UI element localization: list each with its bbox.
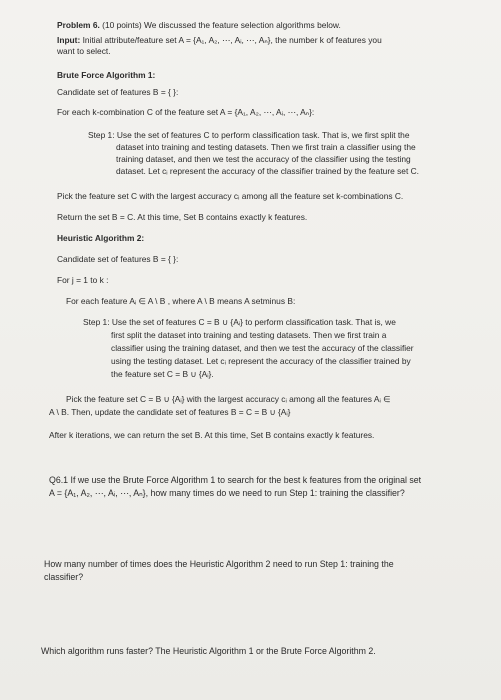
brute-step1-line: dataset into training and testing datasets. Then we first train a classifier using the <box>116 142 416 152</box>
question-6-1-line: A = {A₁, A₂, ⋯, Aᵢ, ⋯, Aₙ}, how many times do we need to run Step 1: training the classifier? <box>49 488 405 498</box>
problem-header <box>57 20 341 31</box>
brute-return: Return the set B = C. At this time, Set B contains exactly k features. <box>57 212 308 222</box>
brute-force-candidate: Candidate set of features B = { }: <box>57 87 179 97</box>
heuristic-pick-line: A \ B. Then, update the candidate set of features B = C = B ∪ {Aᵢ} <box>49 407 291 417</box>
heuristic-candidate: Candidate set of features B = { }: <box>57 254 179 264</box>
question-2-line: How many number of times does the Heuristic Algorithm 2 need to run Step 1: training the <box>44 559 394 569</box>
input-line <box>57 35 382 46</box>
heuristic-step1-line: the feature set C = B ∪ {Aᵢ}. <box>111 369 214 379</box>
heuristic-step1-line: using the testing dataset. Let cᵢ represent the accuracy of the classifier trained by <box>111 356 411 366</box>
brute-force-for-each: For each k-combination C of the feature set A = {A₁, A₂, ⋯, Aᵢ, ⋯, Aₙ}: <box>57 107 315 117</box>
heuristic-step1-line: first split the dataset into training and testing datasets. Then we first train a <box>111 330 387 340</box>
brute-step1-line: training dataset, and then we test the accuracy of the classifier using the testing <box>116 154 411 164</box>
brute-step1-line: dataset. Let cᵢ represent the accuracy of the classifier trained by the feature set C. <box>116 166 419 176</box>
input-line-2: want to select. <box>57 46 111 56</box>
brute-step1-line: Step 1: Use the set of features C to perform classification task. That is, we first split the <box>88 130 410 140</box>
heuristic-for-each: For each feature Aᵢ ∈ A \ B , where A \ B means A setminus B: <box>66 296 296 306</box>
heuristic-after: After k iterations, we can return the set B. At this time, Set B contains exactly k features. <box>49 430 375 440</box>
heuristic-pick-line: Pick the feature set C = B ∪ {Aᵢ} with the largest accuracy cᵢ among all the features Aᵢ ∈ <box>66 394 391 404</box>
question-2-line: classifier? <box>44 572 84 582</box>
brute-pick: Pick the feature set C with the largest accuracy cᵢ among all the feature set k-combinations C. <box>57 191 404 201</box>
brute-force-heading: Brute Force Algorithm 1: <box>57 70 156 80</box>
heuristic-step1-line: Step 1: Use the set of features C = B ∪ {Aᵢ} to perform classification task. That is, we <box>83 317 396 327</box>
problem-title: Problem 6. <box>57 20 100 30</box>
heuristic-heading: Heuristic Algorithm 2: <box>57 233 145 243</box>
input-label: Input: <box>57 35 81 45</box>
question-3: Which algorithm runs faster? The Heuristic Algorithm 1 or the Brute Force Algorithm 2. <box>41 646 376 656</box>
problem-points: (10 points) We discussed the feature selection algorithms below. <box>99 20 341 30</box>
input-text: Initial attribute/feature set A = {A₁, A₂, ⋯, Aᵢ, ⋯, Aₙ}, the number k of features you <box>80 35 382 45</box>
heuristic-for-j: For j = 1 to k : <box>57 275 109 285</box>
question-6-1-line: Q6.1 If we use the Brute Force Algorithm 1 to search for the best k features from the original set <box>49 475 422 485</box>
heuristic-step1-line: classifier using the training dataset, and then we test the accuracy of the classifier <box>111 343 414 353</box>
